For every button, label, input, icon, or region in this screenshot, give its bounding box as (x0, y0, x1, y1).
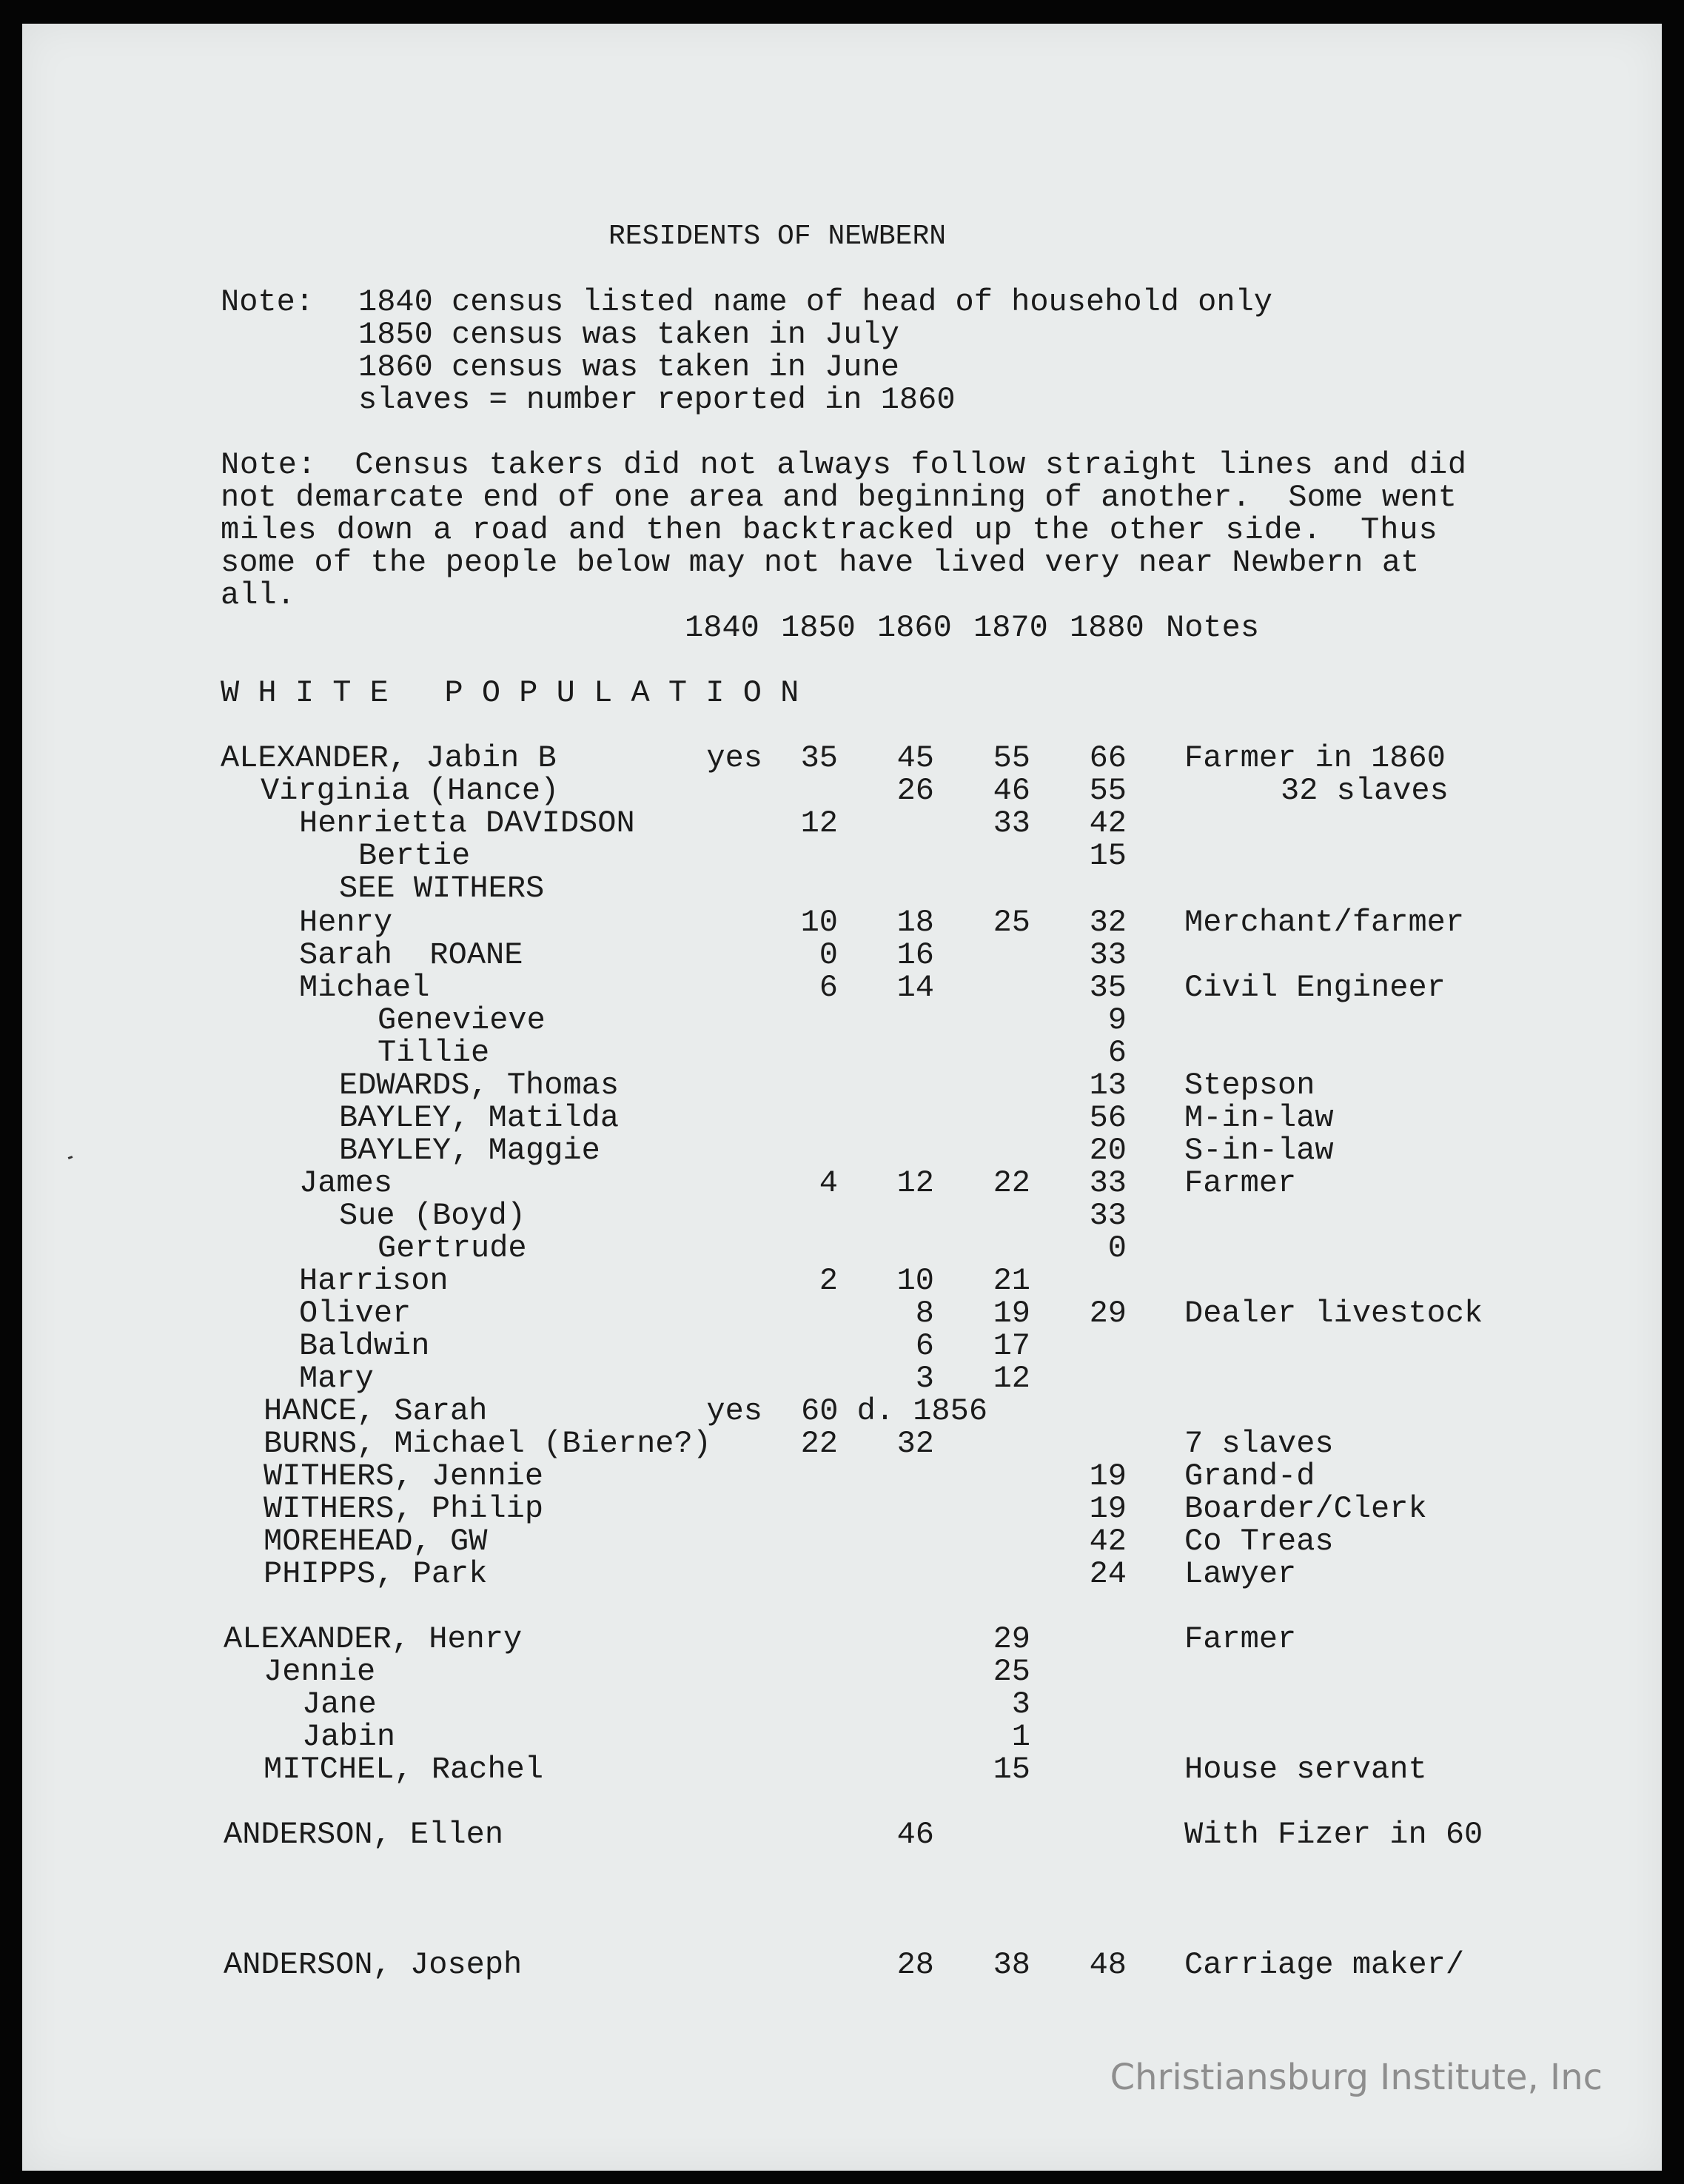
census-cell-c1860: 28 (896, 1947, 934, 1983)
resident-name: Mary (299, 1361, 374, 1396)
row-note: S-in-law (1184, 1133, 1334, 1168)
census-cell-c1850: 6 (819, 970, 838, 1005)
census-cell-c1880: 19 (1089, 1491, 1127, 1527)
resident-name: EDWARDS, Thomas (339, 1068, 620, 1103)
census-cell-c1880: 48 (1089, 1947, 1127, 1983)
row-note: Dealer livestock (1184, 1296, 1483, 1331)
census-cell-c1860: 45 (896, 740, 934, 776)
census-cell-c1870: 15 (993, 1752, 1030, 1787)
row-note: Farmer (1184, 1621, 1297, 1657)
census-cell-c1870: 21 (993, 1263, 1030, 1299)
census-cell-c1870: 55 (993, 740, 1030, 776)
census-cell-c1850: 35 (800, 740, 838, 776)
census-cell-c1880: 66 (1089, 740, 1127, 776)
row-note: With Fizer in 60 (1184, 1817, 1483, 1852)
census-cell-c1870: 3 (1011, 1686, 1030, 1722)
section-heading: W H I T E P O P U L A T I O N (221, 675, 799, 711)
resident-name: Oliver (299, 1296, 412, 1331)
census-cell-c1880: 33 (1089, 1165, 1127, 1201)
row-note: Merchant/farmer (1184, 905, 1465, 940)
column-header-1850: 1850 (781, 610, 856, 646)
resident-name: Sue (Boyd) (339, 1198, 526, 1233)
census-cell-c1880: 6 (1107, 1035, 1127, 1071)
census-cell-c1880: 56 (1089, 1100, 1127, 1136)
census-cell-c1880: 33 (1089, 937, 1127, 973)
census-cell-c1880: 24 (1089, 1556, 1127, 1592)
resident-name: Tillie (378, 1035, 490, 1071)
row-note: House servant (1184, 1752, 1427, 1787)
note-line: miles down a road and then backtracked up the other side. Thus (221, 512, 1438, 548)
row-note: Stepson (1184, 1068, 1315, 1103)
resident-name: Henry (299, 905, 393, 940)
census-cell-c1880: 42 (1089, 805, 1127, 841)
row-note: 32 slaves (1281, 773, 1449, 808)
resident-name: BAYLEY, Matilda (339, 1100, 620, 1136)
note-line: some of the people below may not have lived very near Newbern at (221, 545, 1420, 580)
resident-name: Genevieve (378, 1002, 546, 1038)
census-cell-c1880: 15 (1089, 838, 1127, 874)
resident-name: Jabin (302, 1719, 396, 1755)
census-cell-c1880: 9 (1107, 1002, 1127, 1038)
census-cell-c1870: 1 (1011, 1719, 1030, 1755)
resident-name: PHIPPS, Park (264, 1556, 488, 1592)
census-cell-c1870: 19 (993, 1296, 1030, 1331)
row-note: Farmer (1184, 1165, 1297, 1201)
note-line: slaves = number reported in 1860 (358, 382, 956, 418)
row-note: Boarder/Clerk (1184, 1491, 1427, 1527)
census-cell-c1850: 0 (819, 937, 838, 973)
column-header-1860: 1860 (877, 610, 952, 646)
resident-name: Harrison (299, 1263, 449, 1299)
census-cell-c1850: 2 (819, 1263, 838, 1299)
row-note: Co Treas (1184, 1524, 1334, 1559)
census-cell-c1870: 25 (993, 1654, 1030, 1689)
census-cell-c1850: 10 (800, 905, 838, 940)
note-line: Note: Census takers did not always follow straight lines and did (221, 447, 1467, 483)
row-note: M-in-law (1184, 1100, 1334, 1136)
resident-name: Jane (302, 1686, 377, 1722)
resident-name: Gertrude (378, 1230, 527, 1266)
census-cell-c1880: 42 (1089, 1524, 1127, 1559)
resident-name: BURNS, Michael (Bierne?) (264, 1426, 711, 1461)
census-cell-c1870: 29 (993, 1621, 1030, 1657)
resident-name: SEE WITHERS (339, 871, 545, 906)
census-cell-c1880: 20 (1089, 1133, 1127, 1168)
census-cell-c1880: 29 (1089, 1296, 1127, 1331)
census-cell-c1860: 46 (896, 1817, 934, 1852)
resident-name: WITHERS, Jennie (264, 1458, 544, 1494)
row-note: Carriage maker/ (1184, 1947, 1465, 1983)
page-title: RESIDENTS OF NEWBERN (608, 221, 947, 252)
row-note: Grand-d (1184, 1458, 1315, 1494)
resident-name: Sarah ROANE (299, 937, 523, 973)
resident-name: ANDERSON, Ellen (224, 1817, 504, 1852)
census-cell-c1860: 18 (896, 905, 934, 940)
census-cell-c1850: 12 (800, 805, 838, 841)
census-cell-c1870: 22 (993, 1165, 1030, 1201)
census-cell-c1860: 32 (896, 1426, 934, 1461)
resident-name: Michael (299, 970, 430, 1005)
census-cell-c1870: 33 (993, 805, 1030, 841)
resident-name: Henrietta DAVIDSON (299, 805, 635, 841)
watermark: Christiansburg Institute, Inc (1110, 2057, 1603, 2098)
census-cell-c1860: 16 (896, 937, 934, 973)
census-cell-c1870: 17 (993, 1328, 1030, 1364)
census-cell-c1880: 32 (1089, 905, 1127, 940)
row-note: Civil Engineer (1184, 970, 1446, 1005)
note-line: 1850 census was taken in July (358, 317, 899, 352)
resident-name: WITHERS, Philip (264, 1491, 544, 1527)
census-cell-c1870: 46 (993, 773, 1030, 808)
census-cell-c1880: 0 (1107, 1230, 1127, 1266)
census-cell-c1860: 26 (896, 773, 934, 808)
resident-name: Baldwin (299, 1328, 430, 1364)
resident-name: HANCE, Sarah (264, 1393, 488, 1429)
resident-name: Bertie (358, 838, 471, 874)
resident-name: Jennie (264, 1654, 376, 1689)
census-cell-c1860: 6 (915, 1328, 934, 1364)
census-cell-c1870: 25 (993, 905, 1030, 940)
resident-name: ALEXANDER, Henry (224, 1621, 523, 1657)
census-cell-c1860: 10 (896, 1263, 934, 1299)
column-header-1870: 1870 (973, 610, 1048, 646)
census-cell-c1880: 19 (1089, 1458, 1127, 1494)
note-line: not demarcate end of one area and beginning of another. Some went (221, 480, 1457, 515)
census-cell-c1880: 55 (1089, 773, 1127, 808)
note-line: 1840 census listed name of head of household only (358, 284, 1273, 320)
census-cell-c1870: 38 (993, 1947, 1030, 1983)
resident-name: MITCHEL, Rachel (264, 1752, 544, 1787)
row-note: Lawyer (1184, 1556, 1297, 1592)
census-cell-c1880: 33 (1089, 1198, 1127, 1233)
census-cell-c1880: 35 (1089, 970, 1127, 1005)
row-note: 7 slaves (1184, 1426, 1334, 1461)
census-cell-c1840: yes (706, 740, 762, 776)
note-label: Note: (221, 284, 315, 320)
census-cell-c1860: 3 (915, 1361, 934, 1396)
column-header-1840: 1840 (685, 610, 759, 646)
row-note: Farmer in 1860 (1184, 740, 1446, 776)
resident-name: ANDERSON, Joseph (224, 1947, 523, 1983)
census-cell-c1840: yes (706, 1393, 762, 1429)
column-header-notes: Notes (1166, 610, 1260, 646)
note-line: 1860 census was taken in June (358, 349, 899, 385)
census-cell-c1850: 4 (819, 1165, 838, 1201)
census-cell-c1850: 22 (800, 1426, 838, 1461)
census-cell-c1880: 13 (1089, 1068, 1127, 1103)
resident-name: ALEXANDER, Jabin B (221, 740, 557, 776)
census-cell-c1870: 12 (993, 1361, 1030, 1396)
census-cell-c1860: 14 (896, 970, 934, 1005)
resident-name: BAYLEY, Maggie (339, 1133, 600, 1168)
note-line: all. (221, 577, 295, 613)
resident-name: Virginia (Hance) (261, 773, 560, 808)
census-cell-c1860: 8 (915, 1296, 934, 1331)
column-header-1880: 1880 (1070, 610, 1144, 646)
census-cell-c1850: 60 d. 1856 (801, 1393, 988, 1429)
resident-name: MOREHEAD, GW (264, 1524, 488, 1559)
resident-name: James (299, 1165, 393, 1201)
census-cell-c1860: 12 (896, 1165, 934, 1201)
